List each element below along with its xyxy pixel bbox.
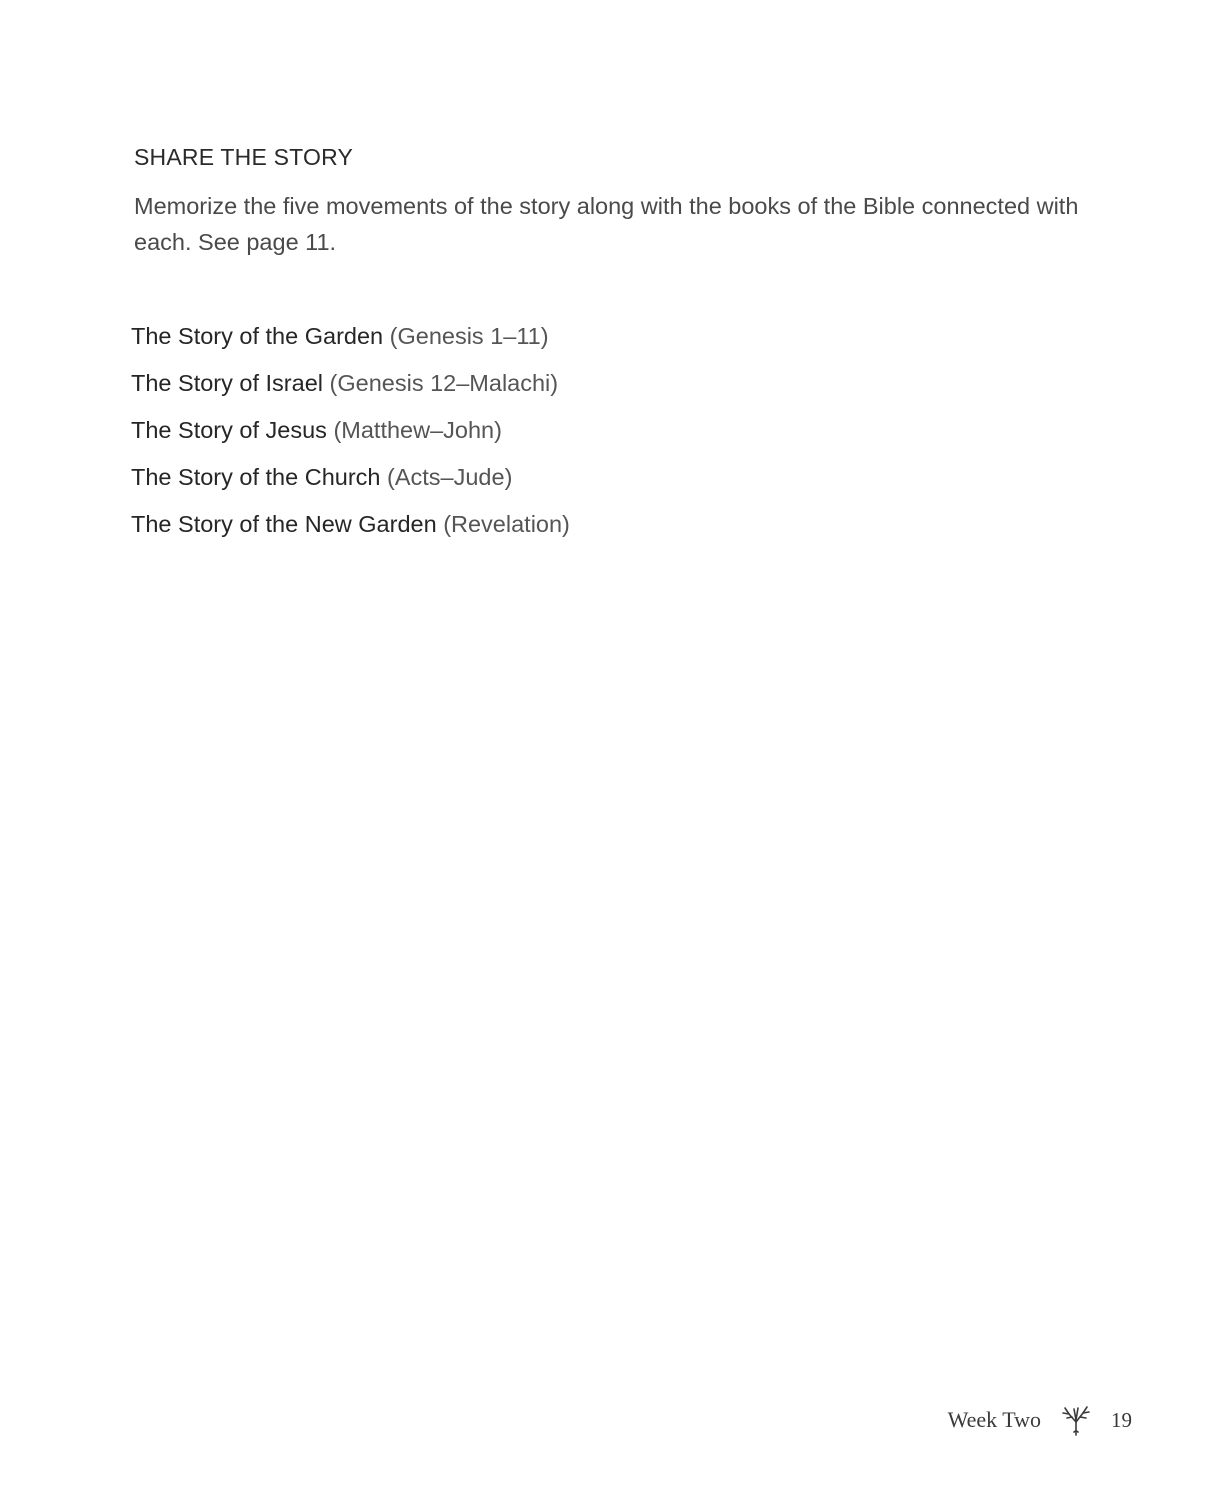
story-item-new-garden (131, 506, 570, 553)
story-range: (Genesis 1–11) (389, 323, 549, 349)
story-item-garden (131, 318, 570, 365)
story-range: (Matthew–John) (333, 417, 502, 443)
story-range: (Revelation) (443, 511, 570, 537)
page-number: 19 (1111, 1407, 1132, 1432)
story-title: The Story of Israel (131, 370, 323, 396)
story-range: (Acts–Jude) (387, 464, 513, 490)
story-list (131, 318, 570, 553)
tree-icon (1059, 1404, 1093, 1436)
story-range: (Genesis 12–Malachi) (329, 370, 559, 396)
section-heading: SHARE THE STORY (134, 144, 354, 170)
intro-paragraph: Memorize the five movements of the story along with the books of the Bible connected with each. See page 11. (134, 193, 1079, 255)
page-footer (948, 1404, 1132, 1436)
footer-week-label: Week Two (947, 1407, 1041, 1432)
story-title: The Story of the Garden (131, 323, 384, 349)
story-item-israel (131, 365, 570, 412)
story-item-jesus (131, 412, 570, 459)
story-title: The Story of the Church (131, 464, 381, 490)
story-title: The Story of the New Garden (131, 511, 437, 537)
story-title: The Story of Jesus (131, 417, 327, 443)
story-item-church (131, 459, 570, 506)
